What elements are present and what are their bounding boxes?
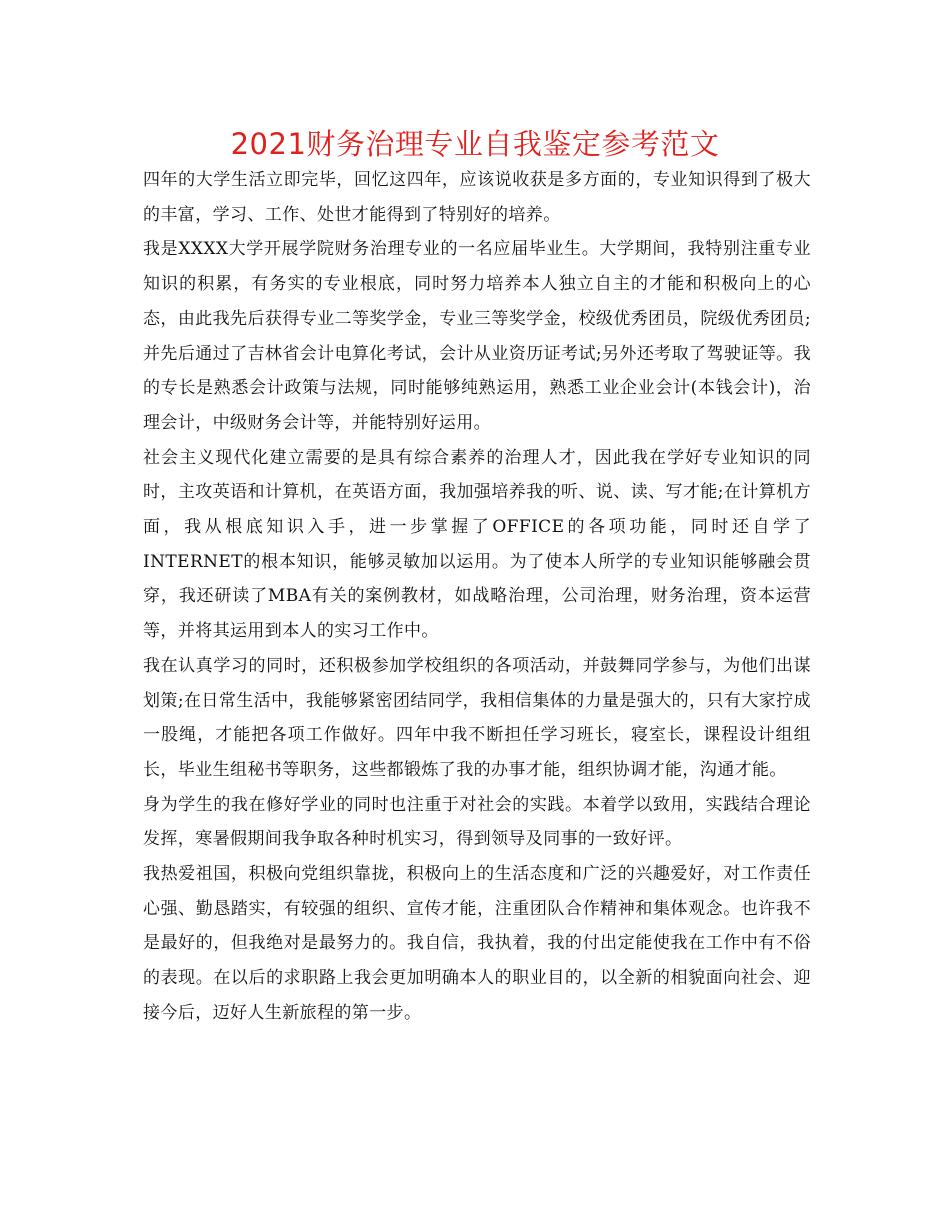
- paragraph-intro: 四年的大学生活立即完毕，回忆这四年，应该说收获是多方面的，专业知识得到了极大的丰富，学习、工作、处世才能得到了特别好的培养。: [143, 170, 811, 225]
- paragraph-background: 我是XXXX大学开展学院财务治理专业的一名应届毕业生。大学期间，我特别注重专业知识的积累，有务实的专业根底，同时努力培养本人独立自主的才能和积极向上的心态，由此我先后获得专业二等奖学金，专业三等奖学金，校级优秀团员，院级优秀团员;并先后通过了吉林省会计电算化考试，会计从业资历证考试;另外还考取了驾驶证等。我的专长是熟悉会计政策与法规，同时能够纯熟运用，熟悉工业企业会计(本钱会计)，治理会计，中级财务会计等，并能特别好运用。: [143, 239, 811, 433]
- paragraph-activities: 我在认真学习的同时，还积极参加学校组织的各项活动，并鼓舞同学参与，为他们出谋划策;在日常生活中，我能够紧密团结同学，我相信集体的力量是强大的，只有大家拧成一股绳，才能把各项工作做好。四年中我不断担任学习班长，寝室长，课程设计组组长，毕业生组秘书等职务，这些都锻炼了我的办事才能，组织协调才能，沟通才能。: [143, 655, 811, 780]
- document-body: [143, 163, 811, 1031]
- paragraph-skills: 社会主义现代化建立需要的是具有综合素养的治理人才，因此我在学好专业知识的同时，主攻英语和计算机，在英语方面，我加强培养我的听、说、读、写才能;在计算机方面，我从根底知识入手，进一步掌握了OFFICE的各项功能，同时还自学了INTERNET的根本知识，能够灵敏加以运用。为了使本人所学的专业知识能够融会贯穿，我还研读了MBA有关的案例教材，如战略治理，公司治理，财务治理，资本运营等，并将其运用到本人的实习工作中。: [143, 447, 811, 642]
- paragraph-practice: 身为学生的我在修好学业的同时也注重于对社会的实践。本着学以致用，实践结合理论发挥，寒暑假期间我争取各种时机实习，得到领导及同事的一致好评。: [143, 794, 811, 850]
- document-title: 2021财务治理专业自我鉴定参考范文: [230, 127, 720, 161]
- paragraph-conclusion: 我热爱祖国，积极向党组织靠拢，积极向上的生活态度和广泛的兴趣爱好，对工作责任心强、勤恳踏实，有较强的组织、宣传才能，注重团队合作精神和集体观念。也许我不是最好的，但我绝对是最努力的。我自信，我执着，我的付出定能使我在工作中有不俗的表现。在以后的求职路上我会更加明确本人的职业目的，以全新的相貌面向社会、迎接今后，迈好人生新旅程的第一步。: [143, 864, 811, 1023]
